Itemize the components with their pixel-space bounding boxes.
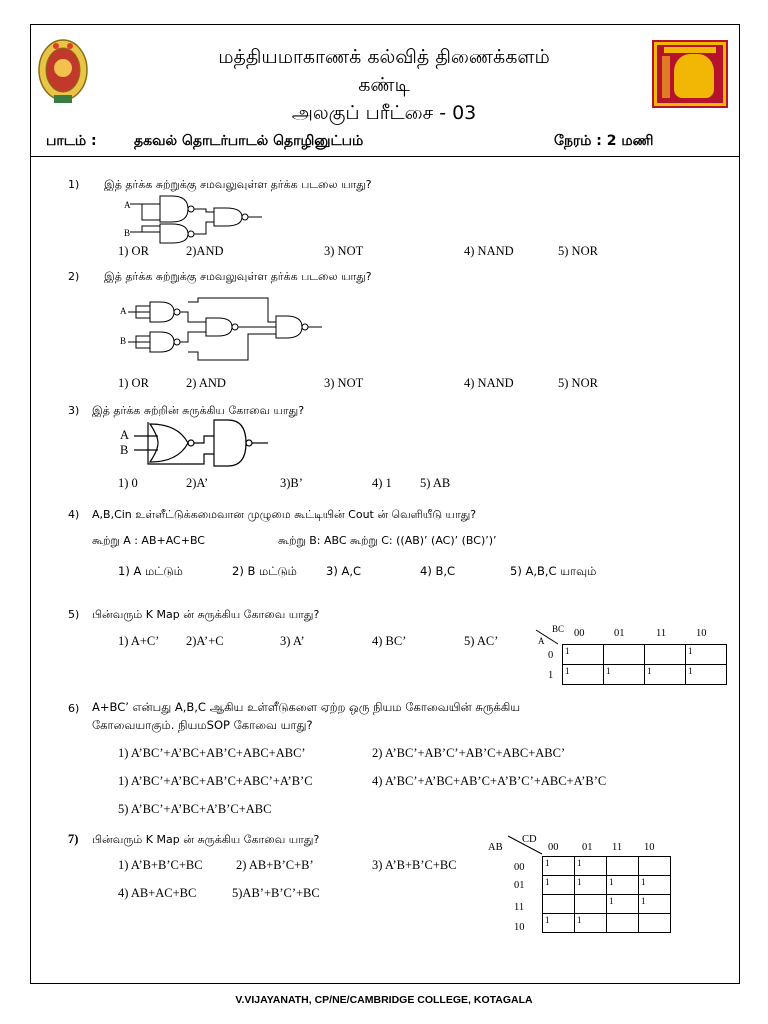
q7-option-4[interactable]: 4) AB+AC+BC [118, 886, 197, 900]
title-line3: அலகுப் பரீட்சை - 03 [291, 102, 477, 124]
kmap7-corner-diagonal [508, 836, 544, 856]
q1-input-b: B [124, 228, 131, 238]
kmap5-col-var: BC [552, 624, 565, 634]
q1-logic-circuit [130, 192, 270, 244]
q5-option-4[interactable]: 4) BC’ [372, 634, 407, 648]
kmap7-cell [543, 895, 575, 914]
kmap7-cell [607, 914, 639, 933]
q7-option-5[interactable]: 5)AB’+B’C’+BC [232, 886, 320, 900]
subject-name: தகவல் தொடர்பாடல் தொழினுட்பம் [134, 133, 364, 149]
title-line2: கண்டி [358, 74, 410, 96]
q2-number: 2) [68, 270, 80, 283]
q1-option-4[interactable]: 4) NAND [464, 244, 514, 258]
kmap7-col-var: CD [522, 834, 537, 845]
q1-text: இத் தர்க்க சுற்றுக்கு சமவலுவுள்ள தர்க்க படலை யாது? [104, 178, 372, 191]
kmap7-cell [575, 895, 607, 914]
q5-text: பின்வரும் K Map ன் சுருக்கிய கோவை யாது? [92, 608, 320, 621]
kmap7-cell: 1 [575, 914, 607, 933]
kmap7-row-header: 00 [514, 862, 525, 873]
q2-input-b: B [120, 336, 127, 346]
q4-option-3[interactable]: 3) A,C [326, 564, 362, 578]
kmap7-row-header: 01 [514, 880, 525, 891]
q7-option-2[interactable]: 2) AB+B’C+B’ [236, 858, 314, 872]
kmap5-col-header: 00 [574, 628, 585, 639]
q6-option-4[interactable]: 4) A’BC’+A’BC+AB’C+A’B’C’+ABC+A’B’C [372, 774, 607, 788]
kmap7-col-header: 00 [548, 842, 559, 853]
q3-input-b: B [120, 443, 129, 457]
kmap7-cell: 1 [639, 895, 671, 914]
kmap7-row-var: AB [488, 842, 503, 853]
q4-text: A,B,Cin உள்ளீட்டுக்கமைவான முழுமை கூட்டியின் Cout ன் வெளியீடு யாது? [92, 508, 477, 521]
kmap5-cell: 1 [686, 665, 727, 685]
kmap5-cell: 1 [563, 665, 604, 685]
kmap7-grid [542, 856, 671, 933]
kmap7-col-header: 01 [582, 842, 593, 853]
kmap5-row-var: A [538, 636, 545, 646]
q3-option-2[interactable]: 2)A’ [186, 476, 209, 490]
footer-credit: V.VIJAYANATH, CP/NE/CAMBRIDGE COLLEGE, KOTAGALA [235, 994, 533, 1006]
kmap5-row-header: 1 [548, 670, 554, 681]
q4-number: 4) [68, 508, 80, 521]
kmap5-grid [562, 644, 727, 685]
kmap5-cell: 1 [645, 665, 686, 685]
q2-input-a: A [120, 306, 127, 316]
q3-input-a: A [120, 428, 130, 442]
kmap7-cell: 1 [543, 857, 575, 876]
q6-text-line1: A+BC’ என்பது A,B,C ஆகிய உள்ளீடுகளை ஏற்ற ஒரு நியம கோவையின் சுருக்கிய [92, 700, 521, 714]
q3-option-3[interactable]: 3)B’ [280, 476, 303, 490]
kmap7-cell: 1 [575, 876, 607, 895]
q2-option-3[interactable]: 3) NOT [324, 376, 364, 390]
q3-number: 3) [68, 404, 80, 417]
kmap5-col-header: 01 [614, 628, 625, 639]
kmap7-cell [639, 857, 671, 876]
q1-number: 1) [68, 178, 80, 191]
q2-text: இத் தர்க்க சுற்றுக்கு சமவலுவுள்ள தர்க்க படலை யாது? [104, 270, 372, 283]
kmap7-cell: 1 [575, 857, 607, 876]
kmap7-col-header: 10 [644, 842, 655, 853]
q4-statement-a: கூற்று A : AB+AC+BC [92, 534, 205, 547]
q5-option-5[interactable]: 5) AC’ [464, 634, 499, 648]
q2-option-4[interactable]: 4) NAND [464, 376, 514, 390]
kmap7-row-header: 11 [514, 902, 525, 913]
q2-logic-circuit [128, 294, 328, 364]
q1-option-2[interactable]: 2)AND [186, 244, 224, 258]
kmap7-cell: 1 [543, 914, 575, 933]
q7-option-3[interactable]: 3) A’B+B’C+BC [372, 858, 457, 872]
q6-option-3[interactable]: 1) A’BC’+A’BC+AB’C+ABC’+A’B’C [118, 774, 313, 788]
q1-option-3[interactable]: 3) NOT [324, 244, 364, 258]
kmap7-cell [607, 857, 639, 876]
kmap5-col-header: 10 [696, 628, 707, 639]
kmap5-cell: 1 [604, 665, 645, 685]
title-line1: மத்தியமாகாணக் கல்வித் திணைக்களம் [218, 46, 550, 68]
q2-option-5[interactable]: 5) NOR [558, 376, 598, 390]
kmap5-cell [604, 645, 645, 665]
q5-option-3[interactable]: 3) A’ [280, 634, 305, 648]
q2-option-1[interactable]: 1) OR [118, 376, 149, 390]
kmap7-cell: 1 [543, 876, 575, 895]
kmap7-cell: 1 [639, 876, 671, 895]
kmap7-cell: 1 [607, 895, 639, 914]
q5-option-1[interactable]: 1) A+C’ [118, 634, 160, 648]
q7-number: 7) [68, 832, 79, 846]
header-divider [30, 156, 740, 157]
q4-option-4[interactable]: 4) B,C [420, 564, 456, 578]
kmap5-cell [645, 645, 686, 665]
q6-number: 6) [68, 702, 80, 715]
kmap5-row-header: 0 [548, 650, 554, 661]
q6-option-5[interactable]: 5) A’BC’+A’BC+A’B’C+ABC [118, 802, 272, 816]
q2-option-2[interactable]: 2) AND [186, 376, 226, 390]
q3-option-5[interactable]: 5) AB [420, 476, 451, 490]
q4-option-5[interactable]: 5) A,B,C யாவும் [510, 564, 597, 578]
subject-label: பாடம் : [46, 133, 97, 149]
kmap7-cell [639, 914, 671, 933]
kmap5-cell: 1 [563, 645, 604, 665]
q7-text: பின்வரும் K Map ன் சுருக்கிய கோவை யாது? [92, 833, 320, 846]
q7-option-1[interactable]: 1) A’B+B’C+BC [118, 858, 203, 872]
q1-option-1[interactable]: 1) OR [118, 244, 149, 258]
q1-option-5[interactable]: 5) NOR [558, 244, 598, 258]
q3-logic-circuit [134, 418, 274, 470]
q6-option-2[interactable]: 2) A’BC’+AB’C’+AB’C+ABC+ABC’ [372, 746, 566, 760]
kmap5-cell: 1 [686, 645, 727, 665]
kmap7-row-header: 10 [514, 922, 525, 933]
q6-text-line2: கோவையாகும். நியமSOP கோவை யாது? [92, 718, 313, 732]
q5-number: 5) [68, 608, 80, 621]
q4-statement-bc: கூற்று B: ABC கூற்று C: ((AB)’ (AC)’ (BC)’)’ [278, 534, 497, 547]
q4-option-1[interactable]: 1) A மட்டும் [118, 564, 183, 578]
q3-text: இத் தர்க்க சுற்றின் சுருக்கிய கோவை யாது? [92, 404, 305, 417]
kmap5-col-header: 11 [656, 628, 667, 639]
kmap7-cell: 1 [607, 876, 639, 895]
q5-option-2[interactable]: 2)A’+C [186, 634, 224, 648]
kmap5-corner-diagonal [536, 630, 560, 646]
q3-option-4[interactable]: 4) 1 [372, 476, 392, 490]
exam-duration: நேரம் : 2 மணி [554, 133, 654, 149]
q3-option-1[interactable]: 1) 0 [118, 476, 138, 490]
q1-input-a: A [124, 200, 131, 210]
q4-option-2[interactable]: 2) B மட்டும் [232, 564, 297, 578]
kmap7-col-header: 11 [612, 842, 623, 853]
q6-option-1[interactable]: 1) A’BC’+A’BC+AB’C+ABC+ABC’ [118, 746, 306, 760]
